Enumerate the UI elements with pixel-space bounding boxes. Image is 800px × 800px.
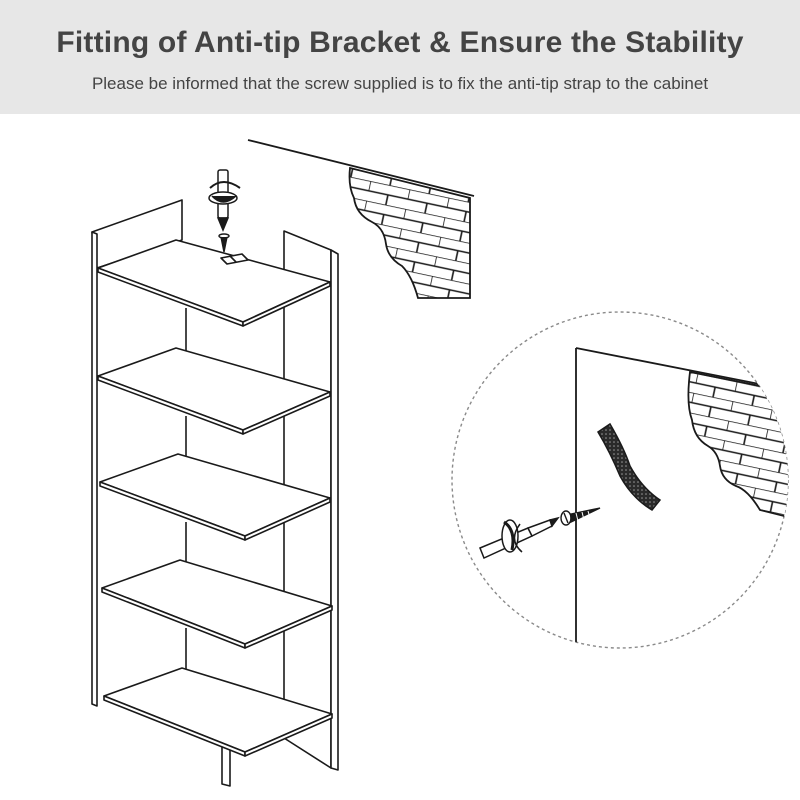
page-subtitle: Please be informed that the screw supplied is to fix the anti-tip strap to the cabinet — [91, 74, 709, 93]
screw-icon — [219, 234, 229, 252]
installation-illustration — [0, 114, 800, 800]
page-title: Fitting of Anti-tip Bracket & Ensure the Stability — [56, 26, 744, 59]
header-banner — [0, 0, 800, 114]
screwdriver-icon — [209, 170, 240, 230]
bookshelf — [92, 200, 338, 786]
brick-wall-icon — [350, 168, 471, 298]
